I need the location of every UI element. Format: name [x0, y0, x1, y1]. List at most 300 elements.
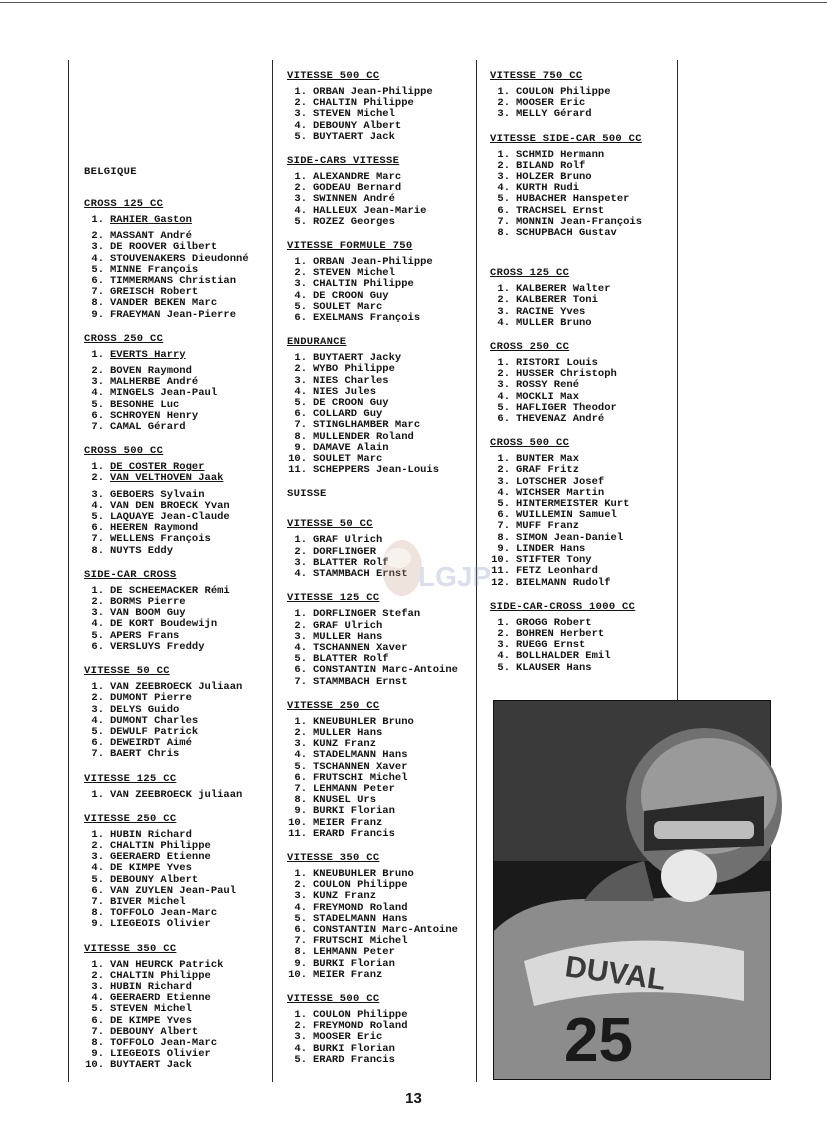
rider-name: BURKI Florian — [313, 957, 395, 970]
rider-name: STOUVENAKERS Dieudonné — [110, 252, 249, 265]
rank-number: 9. — [497, 542, 510, 555]
rider-name: DORFLINGER — [313, 545, 377, 558]
rank-number: 1. — [294, 86, 307, 98]
rank-number: 3. — [497, 379, 510, 392]
rank-number: 6. — [91, 737, 104, 750]
result-row — [84, 350, 270, 361]
result-row — [490, 228, 674, 239]
rank-number: 6. — [497, 509, 510, 522]
rank-number: 4. — [497, 316, 510, 329]
rider-name: DEBOUNY Albert — [110, 1025, 199, 1038]
rider-name: BUYTAERT Jacky — [313, 352, 402, 365]
rider-name: SCHUPBACH Gustav — [516, 227, 617, 240]
rank-number: 9. — [91, 1048, 104, 1061]
jersey-brand: DUVAL — [563, 950, 668, 998]
rider-name: STEVEN Michel — [313, 108, 395, 121]
category-section — [287, 70, 473, 143]
rider-name: KUNZ Franz — [313, 738, 377, 751]
rider-name: MALHERBE André — [110, 376, 199, 389]
rank-number: 5. — [91, 398, 104, 411]
rank-number: 8. — [91, 907, 104, 920]
rank-number: 5. — [294, 760, 307, 773]
rank-number: 3. — [91, 851, 104, 864]
rank-number: 10. — [288, 968, 307, 981]
rider-name: NIES Jules — [313, 385, 377, 398]
rider-name: CHALTIN Philippe — [110, 969, 211, 982]
rank-number: 5. — [91, 873, 104, 886]
rider-name: EVERTS Harry — [110, 348, 186, 361]
category-title: VITESSE 250 CC — [287, 699, 380, 712]
country-block — [287, 488, 473, 500]
page-number: 13 — [405, 1090, 422, 1107]
rank-number: 6. — [91, 522, 104, 535]
rider-name: DE SCHEEMACKER Rémi — [110, 584, 230, 597]
category-title: VITESSE 50 CC — [287, 518, 373, 531]
rank-number: 5. — [91, 263, 104, 276]
rider-name: BESONHE Luc — [110, 398, 180, 411]
rank-number: 4. — [294, 1042, 307, 1055]
rider-name: FETZ Leonhard — [516, 565, 598, 578]
category-title: CROSS 250 CC — [84, 332, 164, 345]
rider-name: VERSLUYS Freddy — [110, 640, 205, 653]
result-row — [490, 109, 674, 120]
results-column-1 — [84, 70, 270, 1084]
rider-name: BURKI Florian — [313, 805, 395, 818]
rider-name: MINGELS Jean-Paul — [110, 387, 218, 400]
rider-name: CONSTANTIN Marc-Antoine — [313, 923, 458, 936]
rider-name: DEWEIRDT Aimé — [110, 737, 192, 750]
rank-number: 4. — [294, 749, 307, 762]
rider-name: SCHMID Hermann — [516, 148, 605, 161]
rider-name: KUNZ Franz — [313, 890, 377, 903]
rider-name: LOTSCHER Josef — [516, 475, 605, 488]
rank-number: 6. — [497, 204, 510, 217]
rank-number: 3. — [294, 193, 307, 206]
rider-name: KALBERER Toni — [516, 294, 598, 307]
category-title: CROSS 250 CC — [490, 341, 570, 354]
rider-name: WUILLEMIN Samuel — [516, 509, 617, 522]
rider-name: MOOSER Eric — [516, 97, 586, 110]
rank-number: 1. — [294, 867, 307, 880]
category-title: VITESSE 250 CC — [84, 812, 177, 825]
country-heading: BELGIQUE — [84, 166, 137, 178]
rank-number: 1. — [294, 1008, 307, 1021]
rider-name: GRAF Ulrich — [313, 534, 383, 547]
rider-name: KNEUBUHLER Bruno — [313, 715, 414, 728]
rider-name: FRUTSCHI Michel — [313, 935, 408, 948]
rider-name: SOULET Marc — [313, 453, 383, 466]
category-section — [84, 665, 270, 760]
rider-name: VAN ZEEBROECK juliaan — [110, 788, 243, 801]
category-title: VITESSE 125 CC — [287, 592, 380, 605]
rank-number: 5. — [294, 912, 307, 925]
rider-name: VAN BOOM Guy — [110, 607, 186, 620]
rider-name: MOCKLI Max — [516, 390, 580, 403]
results-column-3 — [490, 70, 674, 686]
rider-name: TOFFOLO Jean-Marc — [110, 1036, 218, 1049]
rider-name: MULLENDER Roland — [313, 430, 414, 443]
rank-number: 3. — [294, 738, 307, 751]
category-section — [84, 445, 270, 557]
rider-name: STAMMBACH Ernst — [313, 675, 408, 688]
rider-name: RACINE Yves — [516, 305, 586, 318]
rider-name: HAFLIGER Theodor — [516, 401, 617, 414]
rank-number: 3. — [91, 980, 104, 993]
category-section — [490, 133, 674, 240]
rider-name: RUEGG Ernst — [516, 639, 586, 652]
rider-name: FRAEYMAN Jean-Pierre — [110, 308, 237, 321]
rank-number: 1. — [497, 616, 510, 629]
rider-name: WYBO Philippe — [313, 363, 395, 376]
rider-name: TRACHSEL Ernst — [516, 204, 605, 217]
result-row — [84, 749, 270, 760]
rank-number: 6. — [91, 1014, 104, 1027]
category-section — [490, 267, 674, 329]
rank-number: 3. — [294, 374, 307, 387]
rider-name: NIES Charles — [313, 374, 389, 387]
result-row — [287, 1055, 473, 1066]
rider-name: DE ROOVER Gilbert — [110, 241, 218, 254]
rank-number: 9. — [294, 441, 307, 454]
rider-name: NUYTS Eddy — [110, 544, 174, 557]
rider-name: KNUSEL Urs — [313, 794, 377, 807]
rank-number: 2. — [294, 182, 307, 195]
rider-name: DEBOUNY Albert — [313, 119, 402, 132]
rank-number: 1. — [91, 958, 104, 971]
rider-name: HUBIN Richard — [110, 980, 192, 993]
country-block — [84, 166, 270, 178]
rank-number: 9. — [294, 805, 307, 818]
category-section — [287, 155, 473, 228]
rank-number: 6. — [294, 408, 307, 421]
rank-number: 4. — [497, 486, 510, 499]
rank-number: 7. — [294, 675, 307, 688]
rank-number: 5. — [497, 401, 510, 414]
rank-number: 5. — [294, 300, 307, 313]
result-row — [490, 414, 674, 425]
category-section — [84, 333, 270, 433]
rank-number: 1. — [497, 453, 510, 466]
rider-name: KURTH Rudi — [516, 182, 580, 195]
rider-name: STEVEN Michel — [110, 1003, 192, 1016]
rider-name: DE CROON Guy — [313, 397, 389, 410]
rank-number: 8. — [91, 1036, 104, 1049]
category-title: ENDURANCE — [287, 336, 347, 349]
rank-number: 4. — [294, 119, 307, 132]
rank-number: 2. — [294, 1020, 307, 1033]
rider-name: DEBOUNY Albert — [110, 873, 199, 886]
rider-name: STEVEN Michel — [313, 267, 395, 280]
rider-name: TSCHANNEN Xaver — [313, 760, 408, 773]
rank-number: 1. — [294, 352, 307, 365]
rank-number: 8. — [497, 531, 510, 544]
rank-number: 3. — [497, 639, 510, 652]
rider-name: GODEAU Bernard — [313, 182, 402, 195]
rider-name: BLATTER Rolf — [313, 556, 389, 569]
rider-name: GEBOERS Sylvain — [110, 488, 205, 501]
rank-number: 2. — [91, 969, 104, 982]
category-section — [84, 569, 270, 653]
rank-number: 2. — [497, 97, 510, 110]
rank-number: 3. — [294, 630, 307, 643]
category-section — [287, 336, 473, 476]
rider-name: COULON Philippe — [516, 86, 611, 98]
rank-number: 3. — [294, 108, 307, 121]
rank-number: 7. — [497, 520, 510, 533]
rider-name: RISTORI Louis — [516, 357, 598, 370]
rank-number: 1. — [497, 357, 510, 370]
rank-number: 7. — [294, 419, 307, 432]
category-title: CROSS 500 CC — [490, 437, 570, 450]
rider-name: VAN ZUYLEN Jean-Paul — [110, 884, 237, 897]
result-row — [490, 318, 674, 329]
rank-number: 5. — [294, 1053, 307, 1066]
rider-name: DEWULF Patrick — [110, 725, 199, 738]
rank-number: 3. — [294, 1031, 307, 1044]
rider-name: GROGG Robert — [516, 616, 592, 629]
rank-number: 7. — [497, 215, 510, 228]
rank-number: 6. — [91, 409, 104, 422]
rider-name: RAHIER Gaston — [110, 214, 192, 226]
rider-name: LIEGEOIS Olivier — [110, 1048, 211, 1061]
rank-number: 11. — [288, 827, 307, 840]
rider-name: STAMMBACH Ernst — [313, 568, 408, 581]
rider-name: HUBACHER Hanspeter — [516, 193, 630, 206]
rider-name: MASSANT André — [110, 230, 192, 243]
rank-number: 3. — [91, 376, 104, 389]
rank-number: 1. — [91, 681, 104, 694]
rank-number: 7. — [91, 895, 104, 908]
rider-name: KALBERER Walter — [516, 283, 611, 296]
category-title: VITESSE 350 CC — [287, 851, 380, 864]
category-section — [287, 993, 473, 1066]
rider-name: MOOSER Eric — [313, 1031, 383, 1044]
rider-name: WELLENS François — [110, 533, 211, 546]
rider-name: LIEGEOIS Olivier — [110, 918, 211, 931]
result-row — [287, 132, 473, 143]
rider-name: VAN VELTHOVEN Jaak — [110, 472, 224, 485]
rank-number: 5. — [497, 193, 510, 206]
category-section — [84, 198, 270, 321]
rank-number: 4. — [91, 618, 104, 631]
rider-name: LEHMANN Peter — [313, 782, 395, 795]
rider-name: CONSTANTIN Marc-Antoine — [313, 664, 458, 677]
result-row — [84, 422, 270, 433]
rider-name: STIFTER Tony — [516, 554, 592, 567]
rider-name: TOFFOLO Jean-Marc — [110, 907, 218, 920]
rank-number: 8. — [91, 297, 104, 310]
category-title: VITESSE 750 CC — [490, 70, 583, 82]
rider-name: BIELMANN Rudolf — [516, 576, 611, 589]
rider-name: MEIER Franz — [313, 968, 383, 981]
category-section — [84, 943, 270, 1072]
category-title: SIDE-CAR CROSS — [84, 568, 177, 581]
rider-name: DAMAVE Alain — [313, 441, 389, 454]
watermark-logo — [372, 522, 492, 618]
rider-name: STADELMANN Hans — [313, 749, 408, 762]
rider-name: GEERAERD Etienne — [110, 851, 211, 864]
rider-name: STADELMANN Hans — [313, 912, 408, 925]
rank-number: 6. — [91, 640, 104, 653]
rank-number: 5. — [497, 498, 510, 511]
rank-number: 1. — [497, 148, 510, 161]
category-section — [490, 437, 674, 588]
rank-number: 7. — [91, 421, 104, 434]
rank-number: 2. — [497, 464, 510, 477]
rank-number: 2. — [497, 159, 510, 172]
rank-number: 5. — [294, 215, 307, 228]
rider-name: GEERAERD Etienne — [110, 992, 211, 1005]
rank-number: 6. — [91, 884, 104, 897]
rider-name: SCHEPPERS Jean-Louis — [313, 464, 440, 477]
rider-name: BAERT Chris — [110, 748, 180, 761]
rank-number: 8. — [91, 544, 104, 557]
result-row — [84, 473, 270, 484]
rank-number: 2. — [497, 294, 510, 307]
rank-number: 1. — [294, 715, 307, 728]
rider-name: DUMONT Charles — [110, 714, 199, 727]
rank-number: 5. — [91, 629, 104, 642]
rider-name: LINDER Hans — [516, 542, 586, 555]
country-heading: SUISSE — [287, 488, 327, 501]
rank-number: 10. — [85, 1059, 104, 1072]
rank-number: 12. — [491, 576, 510, 589]
rank-number: 9. — [294, 957, 307, 970]
rank-number: 5. — [91, 511, 104, 524]
rank-number: 7. — [91, 533, 104, 546]
column-rule-1 — [68, 60, 69, 1082]
rider-name: GRAF Fritz — [516, 464, 580, 477]
rank-number: 4. — [294, 289, 307, 302]
rider-name: COLLARD Guy — [313, 408, 383, 421]
result-row — [287, 829, 473, 840]
rank-number: 1. — [294, 171, 307, 184]
rank-number: 3. — [294, 890, 307, 903]
category-title: CROSS 125 CC — [84, 198, 164, 210]
result-row — [84, 215, 270, 226]
rider-name: KNEUBUHLER Bruno — [313, 867, 414, 880]
rider-name: FREYMOND Roland — [313, 1020, 408, 1033]
rank-number: 7. — [294, 935, 307, 948]
rider-name: DE KIMPE Yves — [110, 862, 192, 875]
rider-name: BUYTAERT Jack — [110, 1059, 192, 1072]
rank-number: 1. — [91, 348, 104, 361]
result-row — [287, 970, 473, 981]
rank-number: 3. — [497, 475, 510, 488]
rank-number: 2. — [91, 839, 104, 852]
rider-name: DE CROON Guy — [313, 289, 389, 302]
watermark-text: LGJP — [418, 561, 492, 592]
rider-name: MULLER Hans — [313, 630, 383, 643]
number-plate: 25 — [564, 1006, 633, 1075]
rank-number: 10. — [491, 554, 510, 567]
rank-number: 5. — [294, 130, 307, 143]
rank-number: 8. — [294, 430, 307, 443]
category-title: CROSS 500 CC — [84, 445, 164, 458]
rider-name: MONNIN Jean-François — [516, 215, 643, 228]
rank-number: 2. — [497, 368, 510, 381]
rank-number: 1. — [91, 214, 104, 226]
column-rule-4 — [677, 60, 678, 700]
rider-name: DELYS Guido — [110, 703, 180, 716]
rank-number: 5. — [497, 661, 510, 674]
category-section — [287, 852, 473, 981]
rank-number: 11. — [288, 464, 307, 477]
rank-number: 8. — [497, 227, 510, 240]
rank-number: 4. — [294, 901, 307, 914]
result-row — [84, 546, 270, 557]
result-row — [490, 578, 674, 589]
rank-number: 7. — [91, 748, 104, 761]
rank-number: 3. — [497, 305, 510, 318]
rank-number: 4. — [91, 387, 104, 400]
rank-number: 6. — [294, 923, 307, 936]
rider-name: ERARD Francis — [313, 827, 395, 840]
category-title: CROSS 125 CC — [490, 267, 570, 280]
rider-name: STINGLHAMBER Marc — [313, 419, 421, 432]
rank-number: 3. — [91, 607, 104, 620]
category-section — [490, 601, 674, 674]
rank-number: 1. — [497, 86, 510, 98]
rank-number: 4. — [294, 385, 307, 398]
rank-number: 2. — [91, 230, 104, 243]
rider-name: ROZEZ Georges — [313, 215, 395, 228]
rank-number: 5. — [294, 397, 307, 410]
rank-number: 10. — [288, 816, 307, 829]
rider-name: ERARD Francis — [313, 1053, 395, 1066]
result-row — [287, 313, 473, 324]
rider-name: CAMAL Gérard — [110, 421, 186, 434]
rider-name: VAN HEURCK Patrick — [110, 958, 224, 971]
rank-number: 8. — [294, 794, 307, 807]
rank-number: 3. — [91, 488, 104, 501]
rank-number: 5. — [294, 653, 307, 666]
rank-number: 8. — [294, 946, 307, 959]
category-title: SIDE-CAR-CROSS 1000 CC — [490, 600, 636, 613]
rank-number: 3. — [294, 278, 307, 291]
rank-number: 1. — [91, 788, 104, 801]
rank-number: 1. — [294, 534, 307, 547]
rank-number: 11. — [491, 565, 510, 578]
rank-number: 2. — [91, 692, 104, 705]
result-row — [84, 1060, 270, 1071]
rider-name: FRUTSCHI Michel — [313, 771, 408, 784]
rider-name: MUFF Franz — [516, 520, 580, 533]
rank-number: 3. — [91, 241, 104, 254]
rider-name: MULLER Hans — [313, 726, 383, 739]
rank-number: 10. — [288, 453, 307, 466]
rider-name: HEEREN Raymond — [110, 522, 199, 535]
rank-number: 2. — [294, 619, 307, 632]
rank-number: 2. — [91, 365, 104, 378]
rank-number: 4. — [91, 714, 104, 727]
rider-name: CHALTIN Philippe — [313, 97, 414, 110]
rank-number: 2. — [294, 726, 307, 739]
rank-number: 7. — [294, 782, 307, 795]
rank-number: 4. — [497, 390, 510, 403]
rider-name: BUYTAERT Jack — [313, 130, 395, 143]
column-rule-2 — [272, 60, 273, 1082]
rank-number: 2. — [91, 596, 104, 609]
rider-name: MULLER Bruno — [516, 316, 592, 329]
rider-name: EXELMANS François — [313, 312, 421, 325]
category-title: VITESSE 125 CC — [84, 772, 177, 785]
rider-name: COULON Philippe — [313, 879, 408, 892]
category-title: VITESSE 500 CC — [287, 992, 380, 1005]
rank-number: 1. — [294, 608, 307, 621]
rider-name: SCHROYEN Henry — [110, 409, 199, 422]
rank-number: 2. — [294, 545, 307, 558]
